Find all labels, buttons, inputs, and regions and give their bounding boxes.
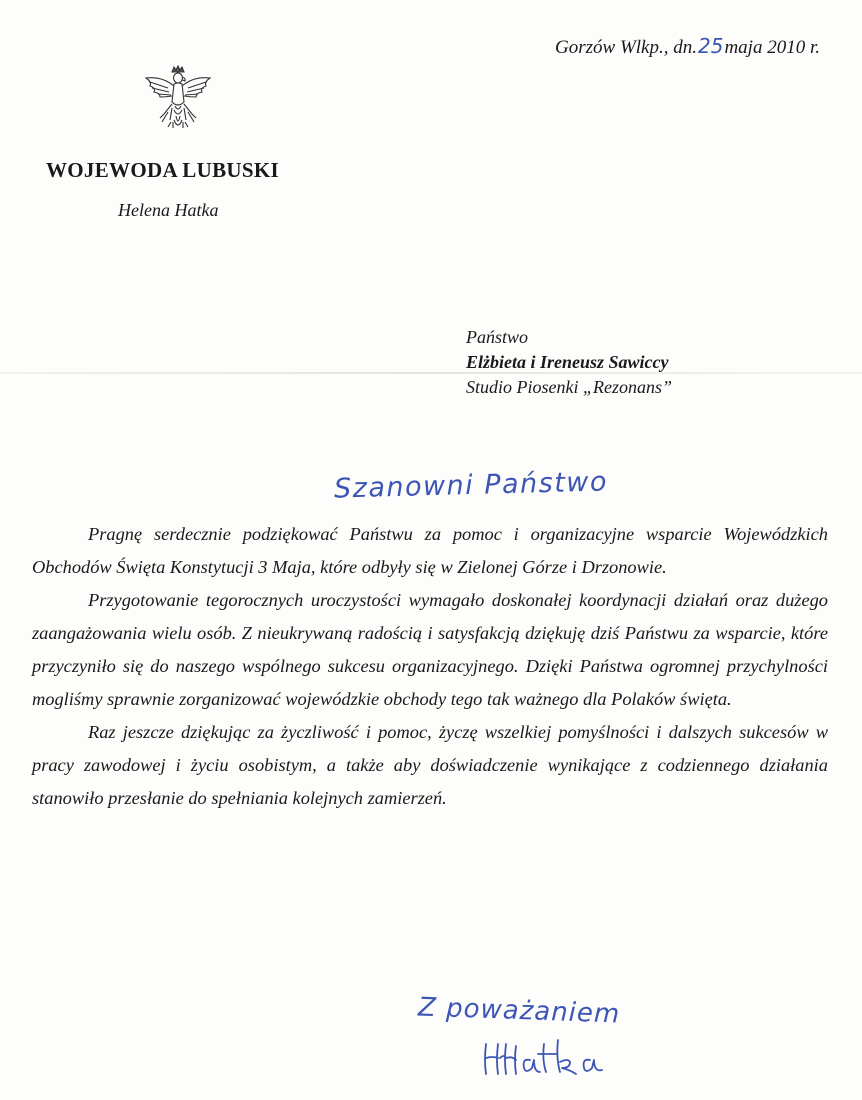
handwritten-signature xyxy=(478,1030,618,1086)
letter-body xyxy=(32,518,828,815)
place-date xyxy=(555,34,820,59)
recipient-block xyxy=(466,325,672,400)
place-date-suffix: maja 2010 r. xyxy=(724,37,820,58)
recipient-salutation: Państwo xyxy=(466,327,529,347)
body-paragraph-2: Przygotowanie tegorocznych uroczystości wymagało doskonałej koordynacji działań oraz dużego zaangażowania wielu osób. Z nieukrywaną radością i satysfakcją dziękuję dziś Państwu za wsparcie, które przyczyniło się do naszego wspólnego sukcesu organizacyjnego. Dzięki Państwa ogromnej przychylności mogliśmy sprawnie zorganizować wojewódzkie obchody tego tak ważnego dla Polaków święta. xyxy=(32,590,828,709)
body-paragraph-1: Pragnę serdecznie podziękować Państwu za pomoc i organizacyjne wsparcie Wojewódzkich Obchodów Święta Konstytucji 3 Maja, które odbyły się w Zielonej Górze i Drzonowie. xyxy=(32,524,828,577)
sender-name: Helena Hatka xyxy=(118,200,219,220)
handwritten-closing: Z poważaniem xyxy=(417,992,621,1030)
paper-fold-line xyxy=(0,372,862,374)
recipient-name: Elżbieta i Ireneusz Sawiccy xyxy=(466,352,669,372)
handwritten-greeting: Szanowni Państwo xyxy=(333,466,609,505)
body-paragraph-3: Raz jeszcze dziękując za życzliwość i pomoc, życzę wszelkiej pomyślności i dalszych sukcesów w pracy zawodowej i życiu osobistym, a także aby doświadczenie wynikające z codziennego działania stanowiło przesłanie do spełniania kolejnych zamierzeń. xyxy=(32,722,828,808)
place-date-prefix: Gorzów Wlkp., dn. xyxy=(555,37,697,58)
handwritten-day: 25 xyxy=(698,34,724,58)
recipient-organization: Studio Piosenki „Rezonans” xyxy=(466,377,672,397)
sender-title: WOJEWODA LUBUSKI xyxy=(46,158,279,182)
polish-eagle-emblem-icon xyxy=(138,60,218,140)
